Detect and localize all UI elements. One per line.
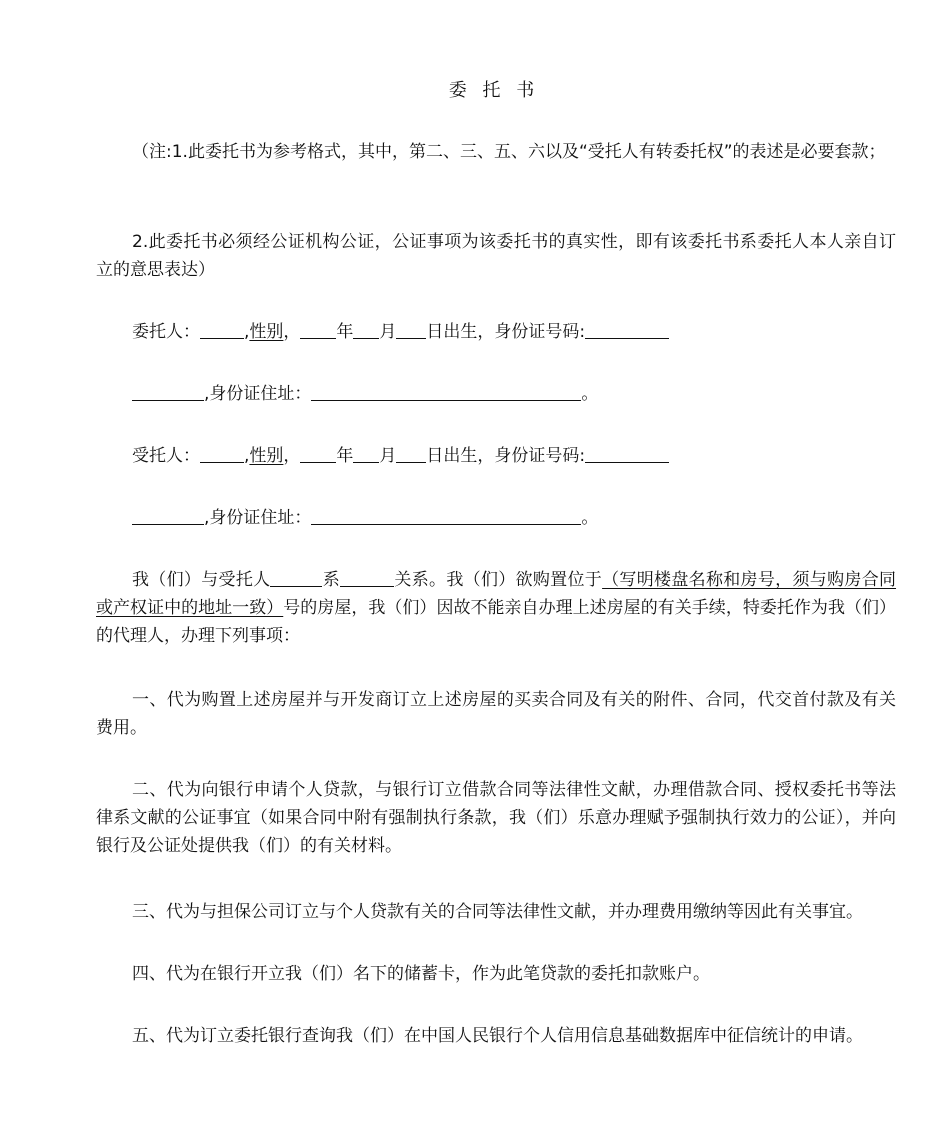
principal-year-blank — [300, 320, 336, 339]
note-paragraph-2: 2.此委托书必须经公证机构公证，公证事项为该委托书的真实性，即有该委托书系委托人本人亲自订立的意思表达） — [96, 232, 896, 280]
principal-id-blank-cont — [132, 382, 204, 401]
relation-part2: 系 — [322, 570, 341, 590]
relation-paragraph — [96, 566, 896, 650]
relation-part3: 关系。我（们）欲购置位于 — [394, 570, 603, 590]
agent-born-id-label: 日出生，身份证号码: — [426, 446, 586, 466]
principal-name-blank — [200, 320, 244, 339]
document-title: 委 托 书 — [448, 80, 540, 101]
agent-month-label: 月 — [379, 446, 397, 466]
item-1: 一、代为购置上述房屋并与开发商订立上述房屋的买卖合同及有关的附件、合同，代交首付款及有关费用。 — [96, 690, 896, 738]
agent-id-blank-cont — [132, 506, 204, 525]
agent-gender-label: 性别 — [249, 446, 284, 466]
principal-year-label: 年 — [336, 322, 354, 342]
item-5: 五、代为订立委托银行查询我（们）在中国人民银行个人信用信息基础数据库中征信统计的申请。 — [132, 1026, 863, 1046]
relation-part4: 号的房屋，我（们）因故不能亲自办理上述房屋的有关手续，特委托作为我（们）的代理人，办理下列事项： — [96, 598, 897, 646]
principal-born-id-label: 日出生，身份证号码: — [426, 322, 586, 342]
agent-info-line — [132, 442, 669, 470]
principal-label: 委托人： — [132, 322, 200, 342]
agent-sep1: , — [244, 446, 250, 466]
principal-address-label: ,身份证住址： — [204, 384, 312, 404]
agent-address-label: ,身份证住址： — [204, 508, 312, 528]
agent-address-blank — [311, 506, 581, 525]
principal-sep1: , — [244, 322, 250, 342]
principal-gender-label: 性别 — [249, 322, 284, 342]
note-paragraph-1: （注:1.此委托书为参考格式，其中，第二、三、五、六以及“受托人有转委托权”的表述是必要套款； — [132, 142, 886, 162]
agent-year-label: 年 — [336, 446, 354, 466]
agent-end: 。 — [581, 508, 599, 528]
principal-address-line — [132, 380, 598, 408]
principal-month-blank — [353, 320, 379, 339]
principal-month-label: 月 — [379, 322, 397, 342]
agent-label: 受托人： — [132, 446, 200, 466]
agent-day-blank — [396, 444, 426, 463]
principal-end: 。 — [581, 384, 599, 404]
relation-blank-2 — [340, 568, 394, 587]
principal-day-blank — [396, 320, 426, 339]
agent-sep2: ， — [283, 446, 301, 466]
agent-address-line — [132, 504, 598, 532]
property-address-note: （写明楼盘名称和房号，须与购房合同或产权证中的地址一致） — [96, 570, 897, 618]
relation-blank-1 — [270, 568, 322, 587]
agent-name-blank — [200, 444, 244, 463]
agent-year-blank — [300, 444, 336, 463]
item-4: 四、代为在银行开立我（们）名下的储蓄卡，作为此笔贷款的委托扣款账户。 — [132, 964, 710, 984]
principal-address-blank — [311, 382, 581, 401]
agent-month-blank — [353, 444, 379, 463]
item-3: 三、代为与担保公司订立与个人贷款有关的合同等法律性文献，并办理费用缴纳等因此有关事宜。 — [132, 902, 863, 922]
item-2: 二、代为向银行申请个人贷款，与银行订立借款合同等法律性文献，办理借款合同、授权委托书等法律系文献的公证事宜（如果合同中附有强制执行条款，我（们）乐意办理赋予强制执行效力的公证），并向银行及公证处提供我（们）的有关材料。 — [96, 780, 896, 856]
principal-sep2: ， — [283, 322, 301, 342]
principal-id-blank — [585, 320, 669, 339]
agent-id-blank — [585, 444, 669, 463]
principal-info-line — [132, 318, 669, 346]
relation-part1: 我（们）与受托人 — [132, 570, 271, 590]
